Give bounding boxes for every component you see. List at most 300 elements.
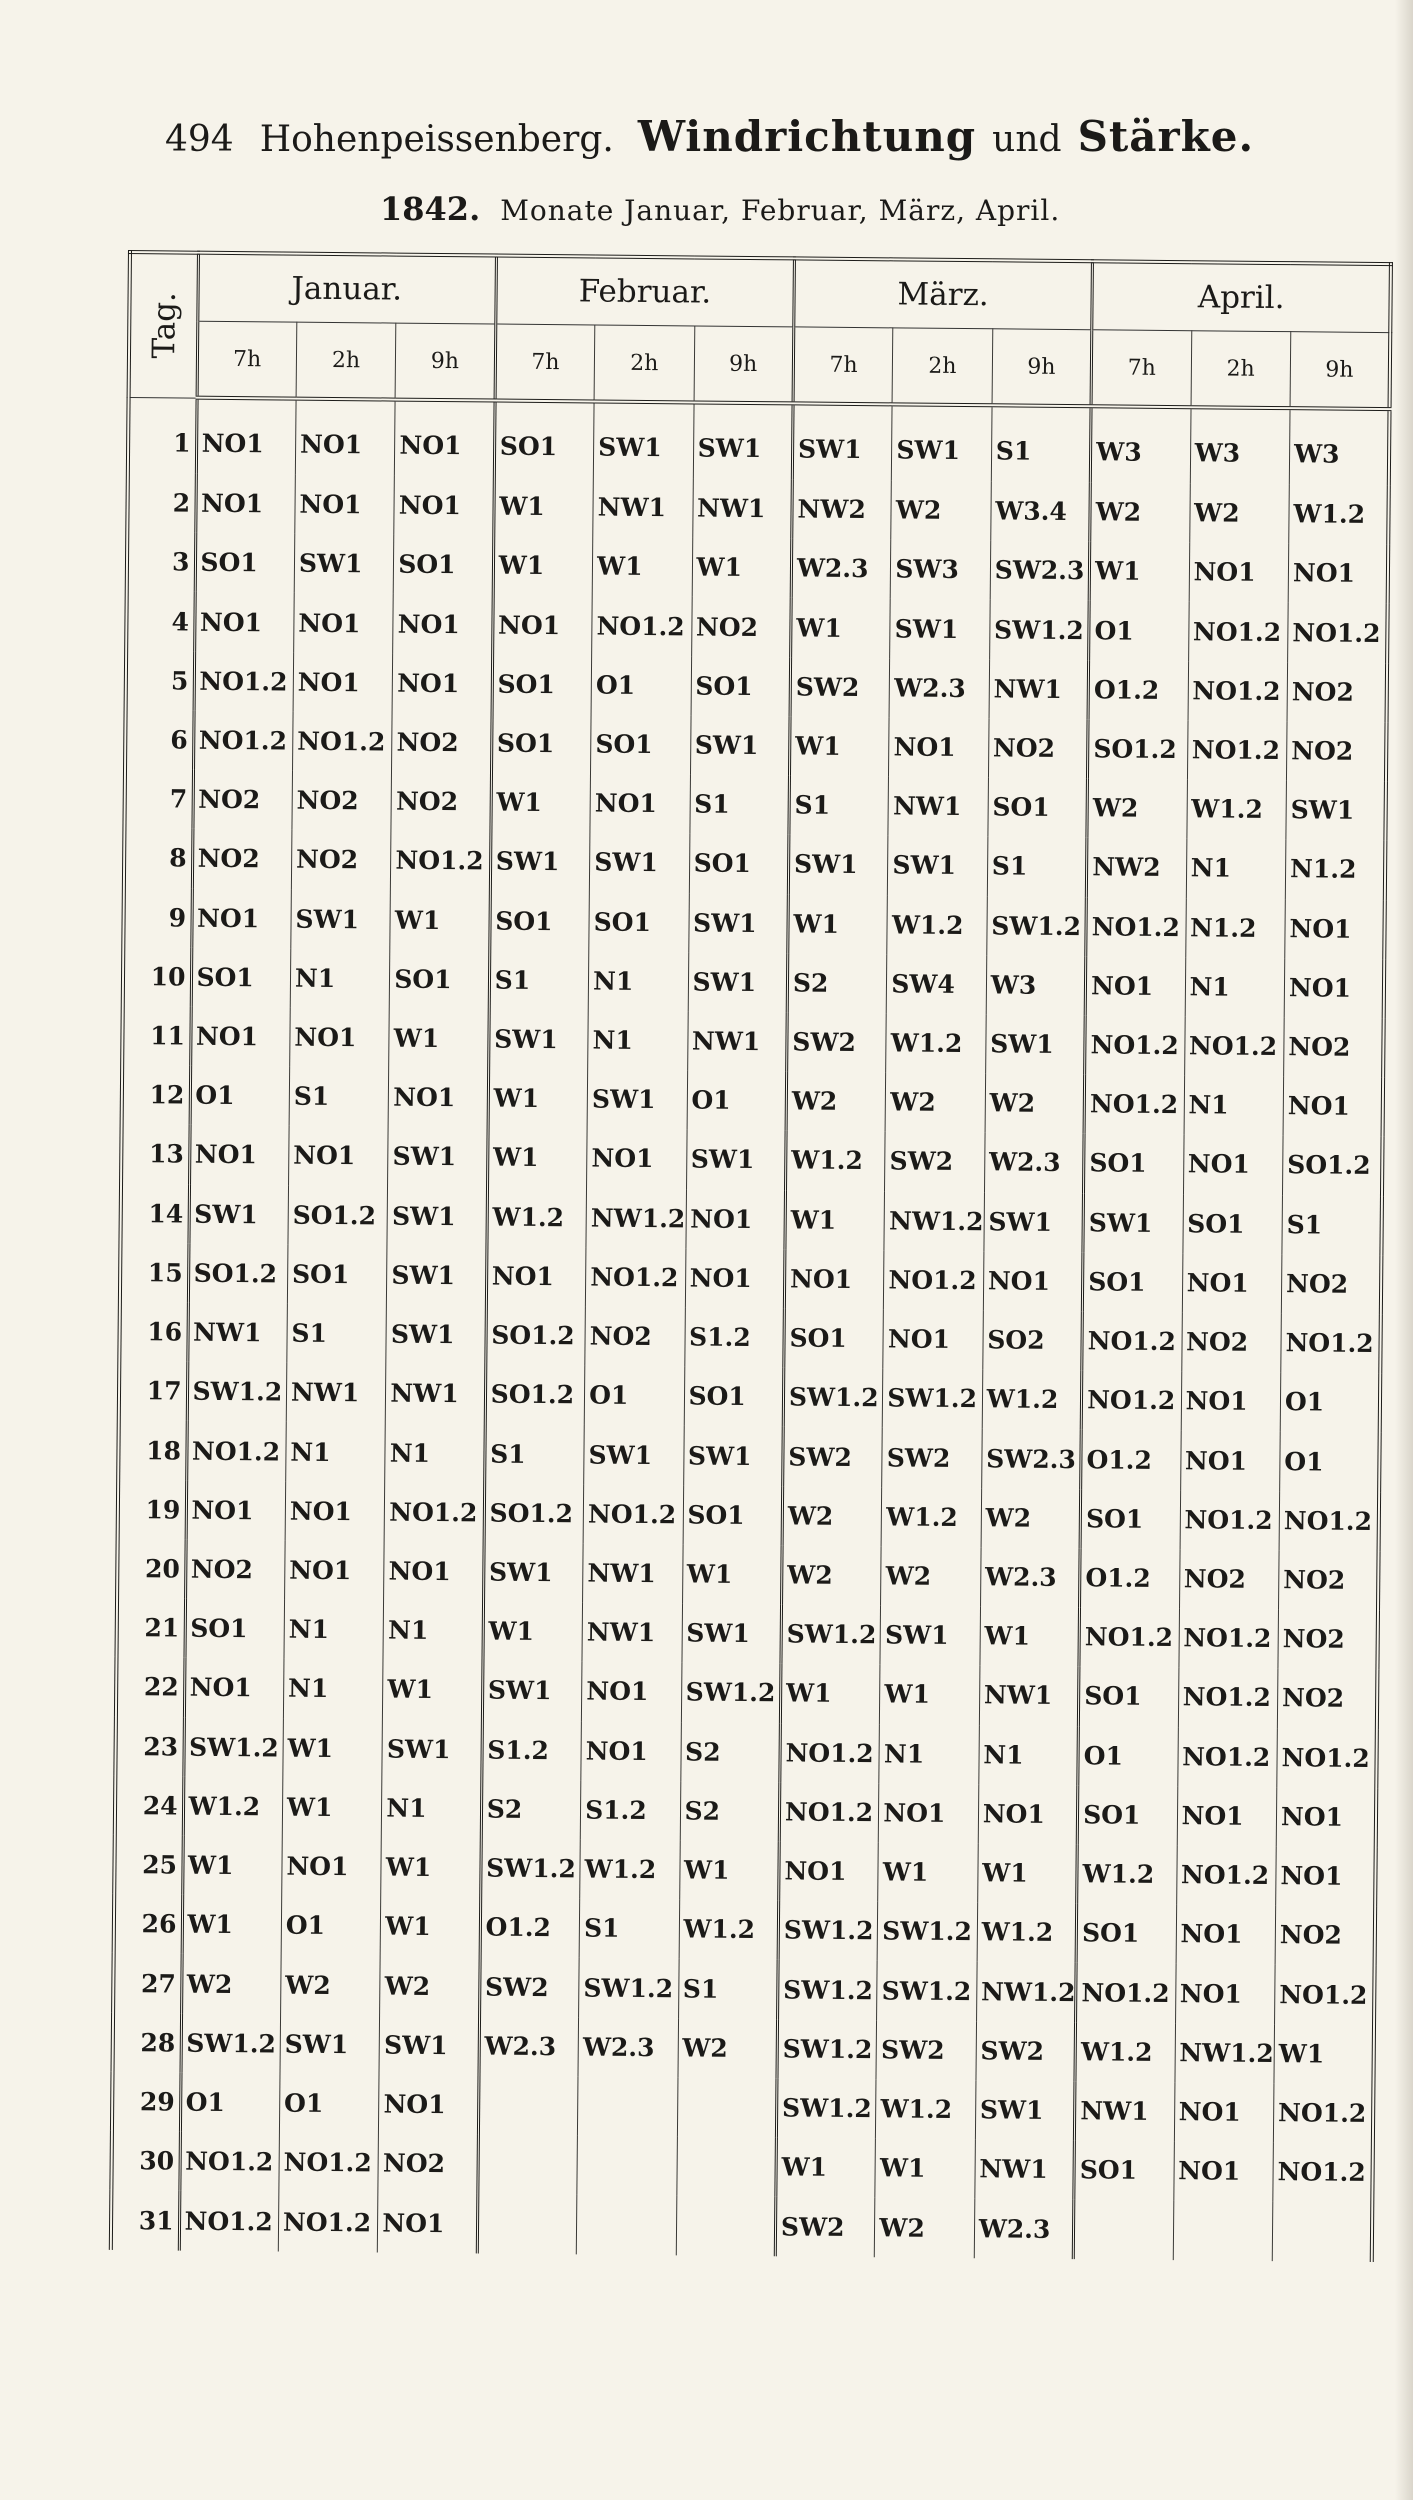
wind-cell: W1	[493, 536, 593, 596]
wind-cell: NO1.2	[391, 831, 491, 891]
wind-cell: SW1	[482, 1661, 582, 1721]
wind-cell: W2	[1090, 482, 1190, 542]
wind-cell: NO1.2	[1076, 1963, 1176, 2023]
wind-cell: NO1	[587, 1129, 687, 1189]
wind-cell: SO1	[1083, 1252, 1183, 1312]
wind-cell: W2.3	[974, 2199, 1074, 2260]
day-number: 24	[115, 1776, 184, 1836]
wind-cell: NO2	[691, 597, 791, 657]
day-number: 8	[124, 828, 193, 888]
day-number: 18	[118, 1420, 187, 1480]
wind-cell: SW1	[683, 1426, 783, 1486]
wind-cell: SW1	[681, 1604, 781, 1664]
wind-cell: SW1.2	[877, 1901, 977, 1961]
wind-cell: W2	[1087, 778, 1187, 838]
wind-table	[109, 250, 1393, 2262]
page-edge-shadow	[1395, 0, 1413, 2500]
wind-table-wrapper	[109, 250, 1393, 2262]
wind-cell: SO1	[394, 535, 494, 595]
wind-cell: NO2	[192, 829, 292, 889]
day-number: 4	[126, 591, 195, 651]
wind-cell: SO1.2	[1282, 1136, 1382, 1196]
wind-cell: O1.2	[1080, 1548, 1180, 1608]
wind-cell: S2	[481, 1779, 581, 1839]
wind-cell: W1.2	[881, 1487, 981, 1547]
wind-cell: W1	[878, 1842, 978, 1902]
wind-cell: NO1	[1175, 1964, 1275, 2024]
wind-cell: N1	[1186, 838, 1286, 898]
wind-cell: NW1.2	[1175, 2023, 1275, 2083]
wind-cell: SW1	[387, 1186, 487, 1246]
wind-cell: NO1	[393, 594, 493, 654]
wind-cell: NO1	[1176, 1904, 1276, 1964]
wind-cell: SW2	[885, 1132, 985, 1192]
wind-cell: N1	[283, 1659, 383, 1719]
wind-cell: NO1	[394, 476, 494, 536]
wind-cell: SO1	[683, 1485, 783, 1545]
wind-cell: W1	[389, 1008, 489, 1068]
wind-cell: NW1.2	[976, 1962, 1076, 2022]
page-number: 494	[165, 119, 234, 160]
wind-cell: W1	[977, 1843, 1077, 1903]
year-label: 1842.	[380, 190, 481, 228]
wind-cell: SW1.2	[778, 1901, 878, 1961]
wind-cell: SO1	[1080, 1489, 1180, 1549]
wind-cell: SO1	[1182, 1194, 1282, 1254]
day-number: 3	[127, 532, 196, 592]
wind-cell: NO1	[378, 2193, 478, 2254]
wind-cell: W2	[380, 1956, 480, 2016]
wind-cell: W1	[875, 2138, 975, 2198]
wind-cell: NO1	[983, 1251, 1083, 1311]
wind-cell: NW1	[888, 776, 988, 836]
wind-cell: NO1.2	[1180, 1490, 1280, 1550]
day-number: 6	[125, 710, 194, 770]
wind-cell: NW1	[979, 1666, 1079, 1726]
wind-cell: NO2	[1277, 1668, 1377, 1728]
wind-cell: NO1	[1174, 2082, 1274, 2142]
wind-cell: NO1	[1276, 1846, 1376, 1906]
wind-cell: NO2	[1281, 1254, 1381, 1314]
wind-cell: NO1.2	[1177, 1727, 1277, 1787]
wind-cell: SW1	[291, 889, 391, 949]
wind-cell	[1272, 2201, 1372, 2262]
wind-cell: NO1.2	[1273, 2083, 1373, 2143]
wind-cell: W1	[1274, 2024, 1374, 2084]
hour-header: 7h	[495, 324, 595, 401]
day-number: 26	[114, 1894, 183, 1954]
wind-cell: W1	[381, 1838, 481, 1898]
wind-cell: W1	[182, 1895, 282, 1955]
wind-cell: W2	[881, 1546, 981, 1606]
wind-cell: NW1	[187, 1303, 287, 1363]
wind-cell: NO1	[294, 593, 394, 653]
wind-cell: NO1.2	[179, 2191, 279, 2252]
wind-cell: SO1	[491, 713, 591, 773]
wind-cell: W2	[782, 1486, 882, 1546]
wind-cell: W1	[182, 1836, 282, 1896]
day-number: 9	[123, 887, 192, 947]
wind-cell: NO2	[1287, 662, 1387, 722]
wind-cell: SW2.3	[981, 1429, 1081, 1489]
wind-cell: O1	[180, 2072, 280, 2132]
wind-cell: W2	[781, 1545, 881, 1605]
wind-cell: W1	[282, 1777, 382, 1837]
wind-cell: W1.2	[679, 1900, 779, 1960]
wind-cell: W1	[980, 1606, 1080, 1666]
wind-cell: NO1	[189, 1125, 289, 1185]
wind-cell: NO1	[1284, 958, 1384, 1018]
wind-cell: SW3	[891, 540, 991, 600]
wind-cell: SW1	[584, 1425, 684, 1485]
wind-cell: NO1	[293, 652, 393, 712]
hour-header: 2h	[892, 328, 992, 405]
wind-cell: W2.3	[889, 658, 989, 718]
wind-cell: W1	[592, 537, 692, 597]
wind-cell: O1	[279, 2073, 379, 2133]
wind-cell: NW1	[286, 1363, 386, 1423]
wind-cell: NO2	[585, 1306, 685, 1366]
wind-cell: SW1	[294, 534, 394, 594]
wind-cell: SW1.2	[579, 1958, 679, 2018]
wind-cell: NO1	[194, 592, 294, 652]
wind-cell: W1	[487, 1128, 587, 1188]
wind-cell: NO1	[581, 1721, 681, 1781]
wind-cell: SW1	[387, 1245, 487, 1305]
day-number: 21	[116, 1598, 185, 1658]
day-number: 28	[113, 2013, 182, 2073]
wind-cell: NO1	[388, 1068, 488, 1128]
wind-cell: SO1	[1074, 2140, 1174, 2200]
wind-cell: SO1	[1084, 1134, 1184, 1194]
wind-cell: SW1	[483, 1542, 583, 1602]
wind-cell: NW1	[989, 659, 1089, 719]
wind-cell: S1	[1282, 1195, 1382, 1255]
wind-cell: NO1	[186, 1480, 286, 1540]
wind-cell: NO1	[295, 475, 395, 535]
wind-cell: NO2	[1286, 721, 1386, 781]
wind-cell: NO1	[978, 1784, 1078, 1844]
wind-cell: NO1	[889, 717, 989, 777]
wind-cell: S1	[678, 1959, 778, 2019]
wind-cell: NO2	[1278, 1609, 1378, 1669]
wind-cell: S1	[987, 837, 1087, 897]
wind-cell: SW1	[880, 1605, 980, 1665]
wind-cell: W1	[380, 1897, 480, 1957]
wind-cell: SW1.2	[987, 896, 1087, 956]
month-header-april: April.	[1092, 261, 1391, 332]
wind-cell: W2.3	[578, 2017, 678, 2077]
hour-header: 9h	[992, 329, 1092, 406]
wind-cell: SW1.2	[183, 1717, 283, 1777]
wind-cell: NO1	[284, 1540, 384, 1600]
wind-cell: W1	[488, 1069, 588, 1129]
wind-cell: SW1	[688, 952, 788, 1012]
wind-cell: W1	[390, 890, 490, 950]
wind-cell: W1	[788, 894, 888, 954]
wind-cell: W2	[981, 1488, 1081, 1548]
wind-cell	[578, 2076, 678, 2136]
wind-cell: NO2	[1275, 1905, 1375, 1965]
place-name: Hohenpeissenberg.	[259, 119, 614, 160]
wind-cell: SO1.2	[484, 1483, 584, 1543]
wind-cell: O1	[1078, 1726, 1178, 1786]
wind-cell: NO1.2	[1176, 1845, 1276, 1905]
wind-cell: SO1	[195, 533, 295, 593]
wind-cell: S1	[287, 1304, 387, 1364]
wind-cell	[478, 2135, 578, 2195]
wind-cell: NO1	[195, 474, 295, 534]
wind-cell: SW4	[887, 954, 987, 1014]
wind-cell: SW1	[593, 401, 693, 478]
day-number: 23	[115, 1717, 184, 1777]
wind-cell: NO2	[378, 2134, 478, 2194]
day-number: 31	[111, 2190, 180, 2250]
wind-cell: SW1.2	[181, 2013, 281, 2073]
wind-cell: S1	[484, 1424, 584, 1484]
wind-cell: NO1	[184, 1658, 284, 1718]
wind-cell: O1	[1280, 1432, 1380, 1492]
wind-cell: SO1	[494, 401, 594, 478]
day-number: 25	[114, 1835, 183, 1895]
wind-cell: SW1	[386, 1305, 486, 1365]
wind-cell: NO2	[1181, 1312, 1281, 1372]
title-windrichtung: Windrichtung	[637, 112, 977, 161]
wind-cell: SO1	[492, 654, 592, 714]
wind-cell: W2	[985, 1073, 1085, 1133]
wind-cell: SO1	[689, 834, 789, 894]
wind-cell: W2	[786, 1072, 886, 1132]
wind-cell: SO1.2	[486, 1306, 586, 1366]
day-number: 1	[128, 397, 197, 474]
wind-cell: NO1.2	[384, 1482, 484, 1542]
wind-cell: NW1	[582, 1603, 682, 1663]
wind-cell: W3	[1090, 406, 1190, 483]
wind-cell	[677, 2077, 777, 2137]
wind-cell: NO2	[291, 830, 391, 890]
wind-cell: NW1	[975, 2139, 1075, 2199]
wind-cell: W1.2	[1077, 1844, 1177, 1904]
wind-cell: NO2	[391, 772, 491, 832]
wind-cell: W1	[493, 476, 593, 536]
wind-cell: SW2.3	[990, 540, 1090, 600]
wind-cell: NO1	[779, 1841, 879, 1901]
title-staerke: Stärke.	[1077, 112, 1255, 161]
hour-header: 2h	[296, 322, 396, 399]
wind-cell: W1	[483, 1602, 583, 1662]
page-subtitle	[380, 190, 1280, 240]
wind-cell: S1	[579, 1899, 679, 1959]
wind-cell: O1	[1280, 1372, 1380, 1432]
table-row	[128, 397, 1390, 485]
wind-cell: NO1.2	[292, 711, 392, 771]
wind-cell: NW1.2	[884, 1191, 984, 1251]
wind-cell	[477, 2194, 577, 2255]
wind-cell: SO1	[1079, 1667, 1179, 1727]
months-subtitle: Monate Januar, Februar, März, April.	[500, 194, 1061, 227]
wind-cell: NO1.2	[1184, 1016, 1284, 1076]
wind-cell: SW1	[975, 2080, 1075, 2140]
wind-cell: NO1.2	[884, 1250, 984, 1310]
wind-cell: W1.2	[487, 1187, 587, 1247]
wind-cell: SO1	[184, 1599, 284, 1659]
wind-cell: S1.2	[684, 1307, 784, 1367]
wind-cell: SW1	[792, 403, 892, 480]
wind-cell: NO1.2	[592, 596, 692, 656]
wind-cell: W1	[780, 1664, 880, 1724]
wind-cell: NO1	[1285, 899, 1385, 959]
wind-cell: NO1	[1085, 956, 1185, 1016]
wind-cell: W3	[1190, 407, 1290, 484]
wind-cell: NO1.2	[586, 1247, 686, 1307]
wind-cell: W2	[891, 480, 991, 540]
wind-cell: NO1.2	[583, 1484, 683, 1544]
wind-cell: NO1	[784, 1249, 884, 1309]
wind-cell: W2.3	[479, 2016, 579, 2076]
day-number: 29	[112, 2072, 181, 2132]
day-number: 7	[124, 769, 193, 829]
wind-cell: NO1.2	[1084, 1074, 1184, 1134]
wind-cell: NO1.2	[1277, 1728, 1377, 1788]
wind-cell: SW1	[688, 893, 788, 953]
wind-cell: SW1	[985, 1014, 1085, 1074]
wind-cell: SW1	[388, 1127, 488, 1187]
wind-cell: W1	[679, 1840, 779, 1900]
wind-cell: O1	[591, 655, 691, 715]
wind-cell: W1	[682, 1544, 782, 1604]
wind-cell: SO1	[490, 891, 590, 951]
wind-cell: SO1	[691, 656, 791, 716]
wind-cell: SW1	[1083, 1193, 1183, 1253]
wind-cell: NO1.2	[1178, 1667, 1278, 1727]
wind-cell	[478, 2075, 578, 2135]
wind-cell: NO1.2	[1179, 1608, 1279, 1668]
wind-cell: NO1.2	[1081, 1370, 1181, 1430]
wind-cell	[577, 2135, 677, 2195]
wind-cell: SO1	[988, 777, 1088, 837]
wind-cell: NO1.2	[279, 2133, 379, 2193]
title-und: und	[992, 119, 1062, 160]
wind-cell: NO1.2	[194, 651, 294, 711]
wind-cell: SW1	[890, 599, 990, 659]
wind-cell: NO1.2	[1281, 1313, 1381, 1373]
wind-cell: SW1.2	[883, 1369, 983, 1429]
hour-header: 7h	[793, 327, 893, 404]
wind-cell: N1	[588, 951, 688, 1011]
wind-cell: NO1	[590, 774, 690, 834]
month-header-maerz: März.	[794, 258, 1093, 329]
wind-cell: SW2	[882, 1428, 982, 1488]
wind-cell: SW1	[589, 833, 689, 893]
wind-cell: SW2	[775, 2197, 875, 2258]
wind-cell: NW1	[687, 1011, 787, 1071]
wind-cell: O1	[1089, 601, 1189, 661]
wind-cell: SW1.2	[781, 1604, 881, 1664]
wind-cell: NW1	[583, 1543, 683, 1603]
wind-cell: N1.2	[1285, 839, 1385, 899]
wind-cell: W2.3	[984, 1133, 1084, 1193]
day-number: 10	[123, 947, 192, 1007]
wind-cell: S1	[289, 1067, 389, 1127]
wind-cell: SW1	[488, 1009, 588, 1069]
wind-cell: SW2	[976, 2021, 1076, 2081]
wind-cell: NO1	[392, 653, 492, 713]
wind-cell: NO1.2	[1279, 1491, 1379, 1551]
wind-cell: W1	[880, 1665, 980, 1725]
hour-header-row	[129, 321, 1391, 410]
wind-cell: N1	[1185, 957, 1285, 1017]
wind-cell: W3	[1289, 408, 1389, 485]
month-header-row	[129, 252, 1391, 333]
wind-cell: W1	[383, 1660, 483, 1720]
wind-cell: NO1.2	[1188, 661, 1288, 721]
hour-header: 7h	[1091, 330, 1191, 407]
wind-cell: W2	[885, 1072, 985, 1132]
wind-cell: NO2	[1278, 1550, 1378, 1610]
wind-cell: NO1	[191, 888, 291, 948]
day-number: 16	[119, 1302, 188, 1362]
day-column-header: Tag.	[129, 252, 198, 398]
wind-cell: NO1.2	[1288, 603, 1388, 663]
wind-cell: NO1	[883, 1309, 983, 1369]
wind-cell: NO1	[1183, 1135, 1283, 1195]
wind-cell	[1073, 2199, 1173, 2260]
day-number: 27	[113, 1953, 182, 2013]
wind-cell: NO1.2	[1079, 1607, 1179, 1667]
wind-table-body	[111, 397, 1390, 2262]
day-number: 22	[116, 1657, 185, 1717]
wind-cell: SW1	[280, 2014, 380, 2074]
wind-cell: SW1.2	[681, 1663, 781, 1723]
wind-cell: NO1	[1182, 1253, 1282, 1313]
wind-cell: W1.2	[785, 1131, 885, 1191]
wind-cell: NW1.2	[586, 1188, 686, 1248]
wind-cell: W2.3	[980, 1547, 1080, 1607]
month-header-februar: Februar.	[496, 256, 795, 327]
wind-cell: O1.2	[1081, 1430, 1181, 1490]
wind-cell: NO1.2	[179, 2132, 279, 2192]
wind-cell: NO2	[1284, 1017, 1384, 1077]
wind-cell: NO2	[185, 1540, 285, 1600]
wind-cell: N1	[286, 1422, 386, 1482]
wind-cell: S1.2	[482, 1720, 582, 1780]
wind-cell: O1	[584, 1366, 684, 1426]
wind-cell: W2	[280, 1955, 380, 2015]
wind-cell	[576, 2195, 676, 2256]
wind-cell: SO1	[191, 947, 291, 1007]
wind-cell: NO1.2	[780, 1723, 880, 1783]
wind-cell: W1.2	[876, 2079, 976, 2139]
wind-cell: SW2	[783, 1427, 883, 1487]
wind-cell: W1.2	[580, 1839, 680, 1899]
wind-cell: NO1.2	[1188, 602, 1288, 662]
wind-cell: W1	[776, 2137, 876, 2197]
wind-cell: NW1	[692, 478, 792, 538]
wind-cell: SW1	[686, 1130, 786, 1190]
wind-cell: SO1	[591, 714, 691, 774]
day-number: 15	[120, 1243, 189, 1303]
day-number: 2	[127, 473, 196, 533]
wind-cell: SO1	[589, 892, 689, 952]
wind-cell: NW1	[593, 477, 693, 537]
hour-header: 7h	[197, 321, 297, 398]
wind-cell: SW2	[787, 1012, 887, 1072]
wind-cell: SW1.2	[187, 1362, 287, 1422]
wind-cell: SW1	[690, 715, 790, 775]
wind-cell: W1.2	[977, 1902, 1077, 1962]
wind-cell: SO1.2	[288, 1185, 388, 1245]
wind-cell: NO1	[288, 1126, 388, 1186]
